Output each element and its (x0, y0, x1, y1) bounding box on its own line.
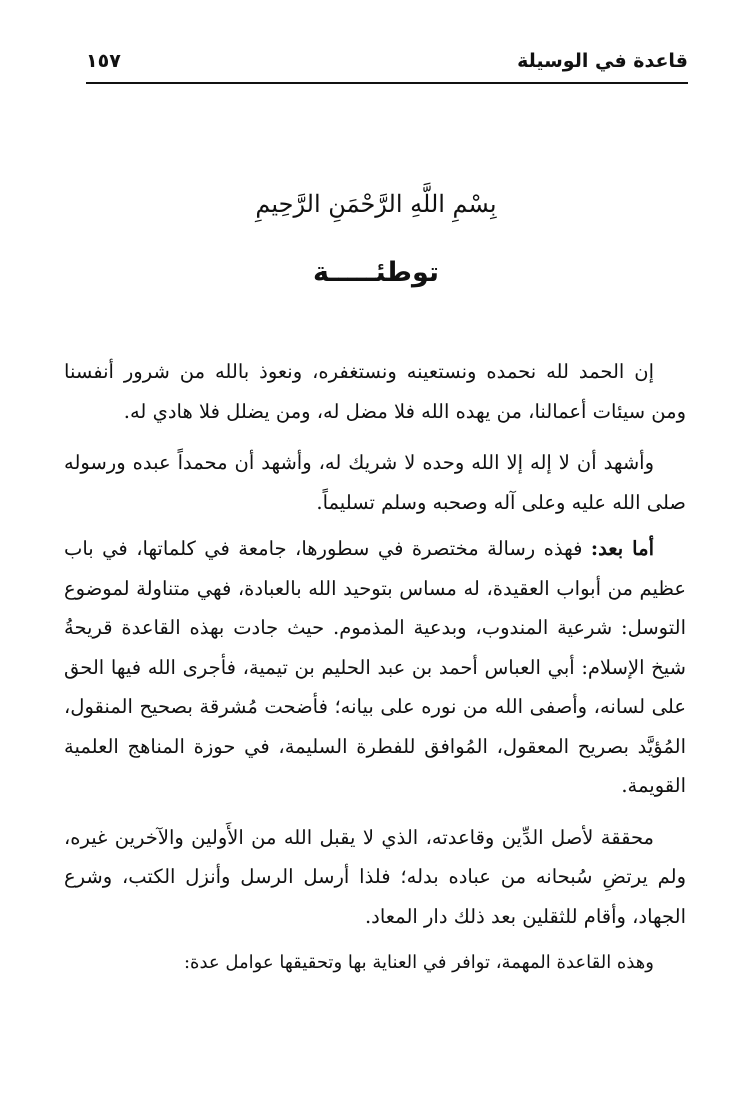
page-number: ١٥٧ (86, 50, 121, 72)
paragraph-opening (64, 352, 686, 431)
paragraph-text: وأشهد أن لا إله إلا الله وحده لا شريك له، وأشهد أن محمداً عبده ورسوله صلى الله عليه وعلى آله وصحبه وسلم تسليماً. (64, 451, 686, 514)
paragraph-shahada (64, 443, 686, 522)
paragraph-amma-bad (64, 529, 686, 806)
paragraph-text: فهذه رسالة مختصرة في سطورها، جامعة في كلماتها، في باب عظيم من أبواب العقيدة، له مساس بتوحيد الله بالعبادة، فهي متناولة لموضوع التوسل: شرعية المندوب، وبدعية المذموم. حيث جادت بهذه القاعدة قريحةُ شيخ الإسلام: أبي العباس أحمد بن عبد الحليم بن تيمية، فأجرى الله فيها الحق على لسانه، وأصفى الله من نوره على بيانه؛ فأضحت مُشرقة بصحيح المنقول، المُؤيَّد بصريح المعقول، المُوافق للفطرة السليمة، في حوزة المناهج العلمية القويمة. (64, 537, 686, 797)
paragraph-principle (64, 818, 686, 937)
paragraph-text: إن الحمد لله نحمده ونستعينه ونستغفره، ونعوذ بالله من شرور أنفسنا ومن سيئات أعمالنا، من يهده الله فلا مضل له، ومن يضلل فلا هادي له. (64, 360, 686, 423)
body-text (64, 352, 686, 983)
header-rule (86, 82, 688, 84)
basmala: بِسْمِ اللَّهِ الرَّحْمَنِ الرَّحِيمِ (255, 190, 497, 218)
section-title: توطئـــــة (312, 257, 440, 288)
paragraph-lead: أما بعد: (590, 537, 654, 560)
page-header (86, 40, 688, 84)
paragraph-factors (64, 943, 686, 983)
running-title: قاعدة في الوسيلة (517, 50, 688, 72)
paragraph-text: وهذه القاعدة المهمة، توافر في العناية بها وتحقيقها عوامل عدة: (183, 952, 654, 973)
paragraph-text: محققة لأصل الدِّين وقاعدته، الذي لا يقبل الله من الأَولين والآخرين غيره، ولم يرتضِ سُبحانه من عباده بدله؛ فلذا أرسل الرسل وأنزل الكتب، وشرع الجهاد، وأقام للثقلين بعد ذلك دار المعاد. (64, 825, 686, 928)
